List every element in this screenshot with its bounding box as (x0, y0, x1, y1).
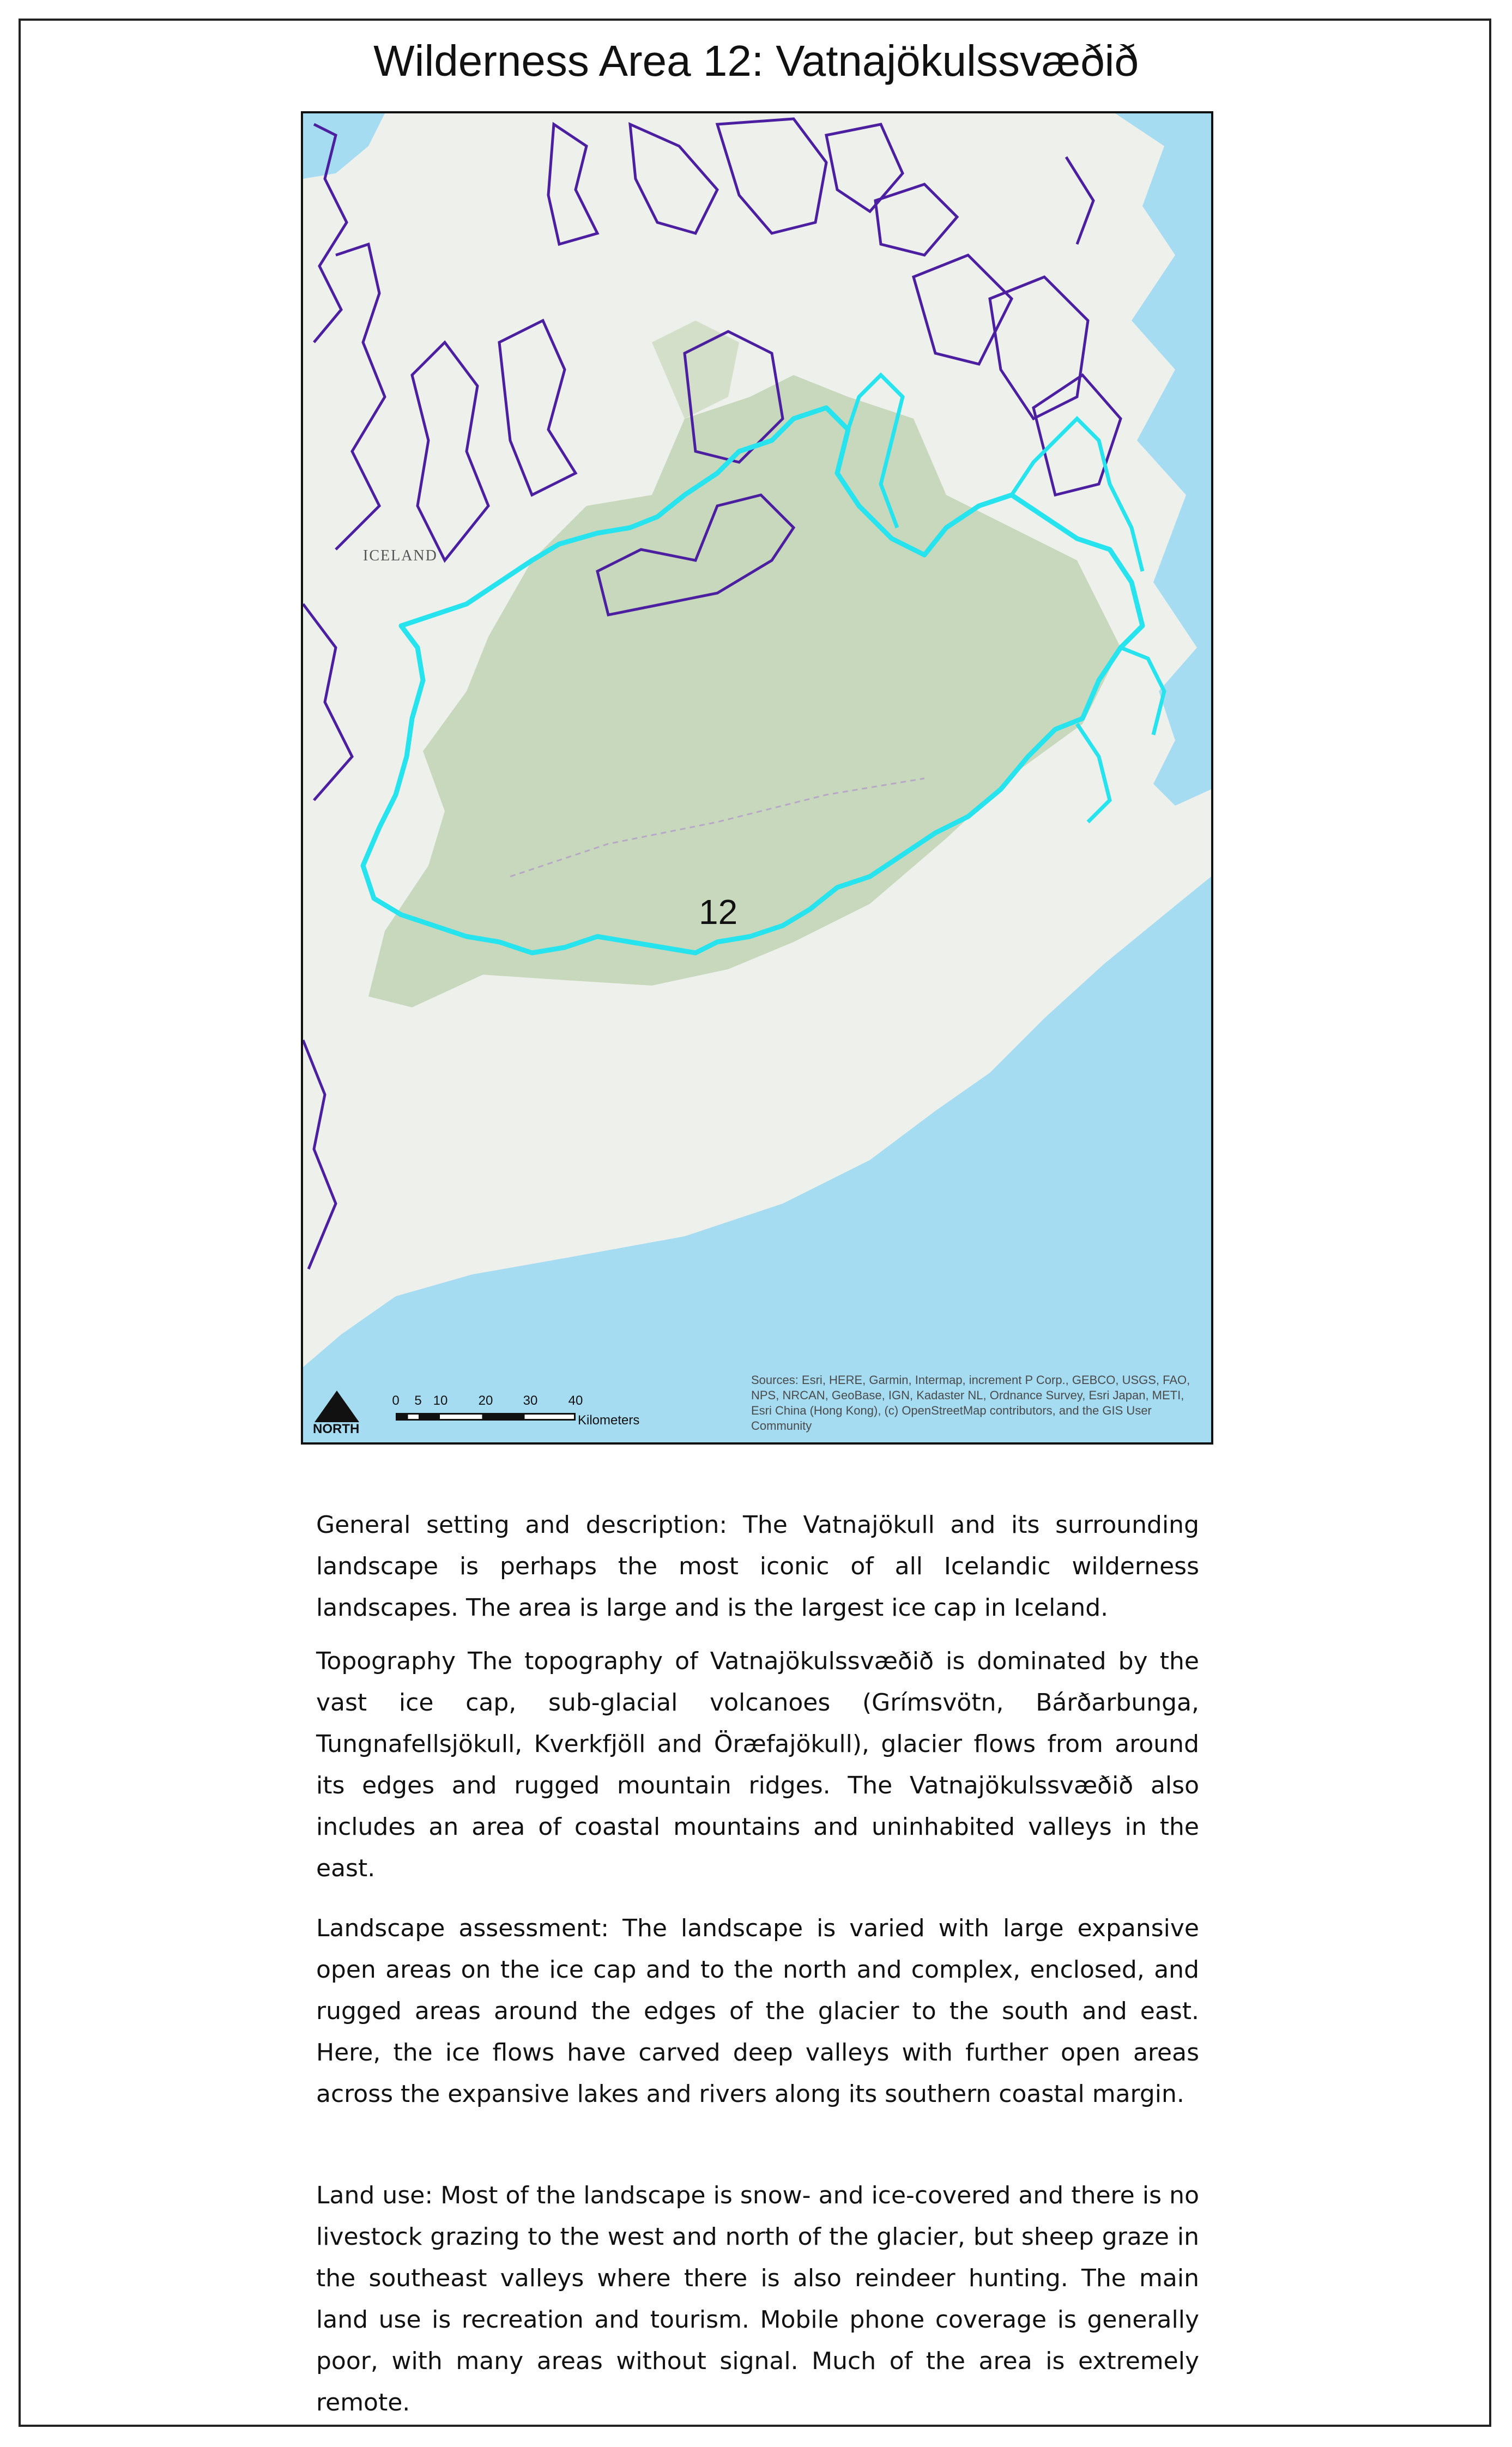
paragraph-land-use: Land use: Most of the landscape is snow- and ice-covered and there is no livestock grazing to the west and north of the glacier, but sheep graze in the southeast valleys where there is also reindeer hunting. The main land use is recreation and tourism. Mobile phone coverage is generally poor, with many areas without signal. Much of the area is extremely remote. (316, 2182, 1199, 2416)
map-canvas (303, 113, 1211, 1442)
paragraph-landscape-assessment: Landscape assessment: The landscape is varied with large expansive open areas on the ice cap and to the north and complex, enclosed, and rugged areas around the edges of the glacier to the south and east. Here, the ice flows have carved deep valleys with further open areas across the expansive lakes and rivers along its southern coastal margin. (316, 1914, 1199, 2108)
scale-tick: 0 (392, 1393, 400, 1408)
scale-unit: Kilometers (578, 1413, 640, 1428)
scale-tick: 40 (568, 1393, 583, 1408)
map-place-label: ICELAND (363, 547, 438, 564)
scale-bar (392, 1393, 701, 1434)
north-label: NORTH (313, 1422, 360, 1436)
map-frame[interactable] (301, 111, 1213, 1445)
paragraph-topography: Topography The topography of Vatnajökulssvæðið is dominated by the vast ice cap, sub-glacial volcanoes (Grímsvötn, Bárðarbunga, Tungnafellsjökull, Kverkfjöll and Öræfajökull), glacier flows from around its edges and rugged mountain ridges. The Vatnajökulssvæðið also includes an area of coastal mountains and uninhabited valleys in the east. (316, 1647, 1199, 1882)
area-number-label: 12 (699, 892, 738, 932)
scale-tick: 10 (433, 1393, 448, 1408)
map-credits: Sources: Esri, HERE, Garmin, Intermap, increment P Corp., GEBCO, USGS, FAO, NPS, NRCAN, GeoBase, IGN, Kadaster NL, Ordnance Survey, Esri Japan, METI, Esri China (Hong Kong), (c) OpenStreetMap contributors, and the GIS User Community (751, 1373, 1190, 1433)
scale-bar-graphic (396, 1413, 576, 1421)
scale-tick: 30 (523, 1393, 538, 1408)
paragraph-general-setting: General setting and description: The Vatnajökull and its surrounding landscape is perhaps the most iconic of all Icelandic wilderness landscapes. The area is large and is the largest ice cap in Iceland. (316, 1511, 1199, 1622)
scale-tick: 20 (478, 1393, 493, 1408)
scale-tick: 5 (414, 1393, 422, 1408)
page-title: Wilderness Area 12: Vatnajökulssvæðið (373, 37, 1139, 85)
